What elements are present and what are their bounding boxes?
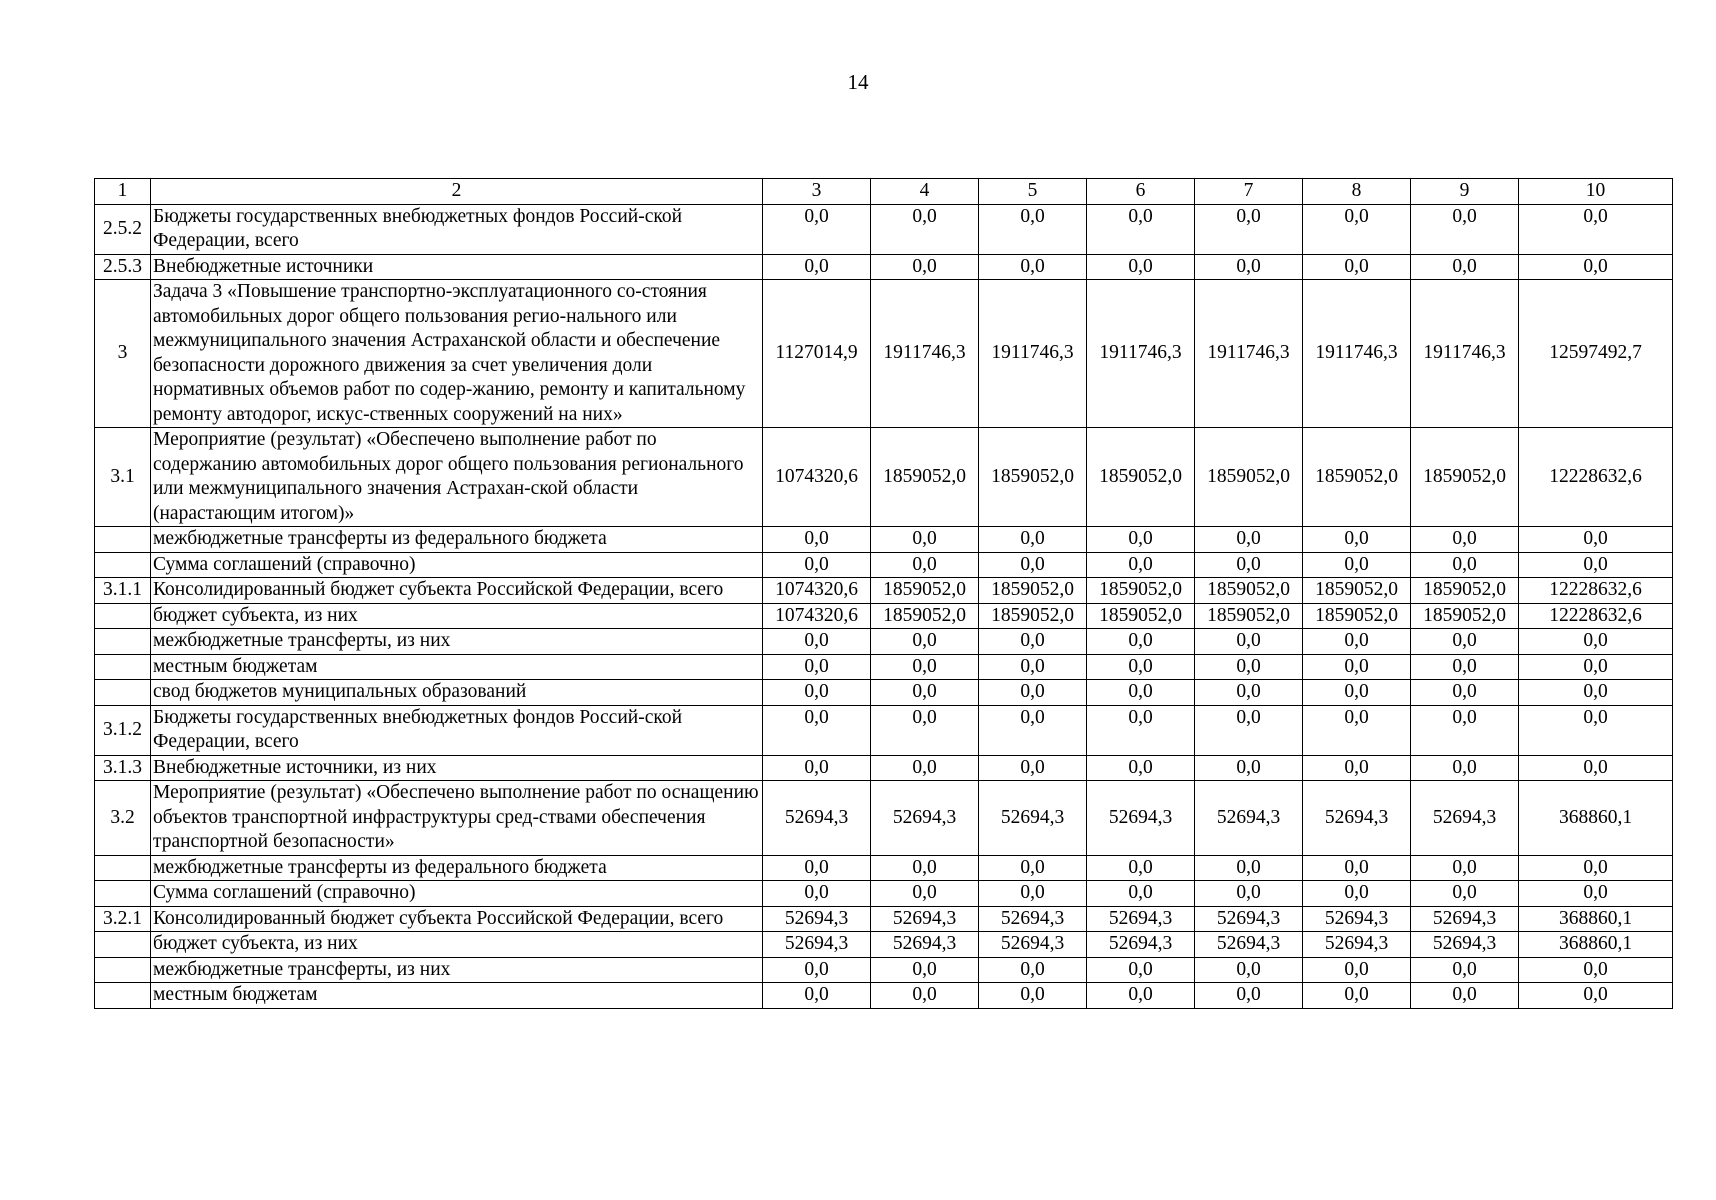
value-cell: 1127014,9 [763, 280, 871, 428]
row-description: бюджет субъекта, из них [151, 932, 763, 958]
value-cell: 0,0 [1411, 204, 1519, 254]
row-description: межбюджетные трансферты из федерального бюджета [151, 855, 763, 881]
value-cell: 52694,3 [1087, 906, 1195, 932]
header-cell: 4 [871, 179, 979, 205]
value-cell: 0,0 [763, 755, 871, 781]
table-row [95, 629, 1673, 655]
row-code: 2.5.2 [95, 204, 151, 254]
row-code [95, 881, 151, 907]
table-row [95, 957, 1673, 983]
value-cell: 0,0 [1195, 680, 1303, 706]
value-cell: 1859052,0 [871, 603, 979, 629]
value-cell: 0,0 [1303, 204, 1411, 254]
value-cell: 0,0 [871, 629, 979, 655]
table-row [95, 983, 1673, 1009]
value-cell: 52694,3 [871, 906, 979, 932]
value-cell: 0,0 [1519, 552, 1673, 578]
value-cell: 1911746,3 [979, 280, 1087, 428]
table-row [95, 932, 1673, 958]
value-cell: 52694,3 [1411, 906, 1519, 932]
header-cell: 9 [1411, 179, 1519, 205]
value-cell: 0,0 [871, 204, 979, 254]
value-cell: 1859052,0 [871, 428, 979, 527]
value-cell: 0,0 [1087, 983, 1195, 1009]
value-cell: 52694,3 [1303, 906, 1411, 932]
value-cell: 0,0 [1411, 983, 1519, 1009]
value-cell: 0,0 [1087, 680, 1195, 706]
value-cell: 0,0 [1519, 957, 1673, 983]
value-cell: 0,0 [1303, 983, 1411, 1009]
row-code [95, 603, 151, 629]
table-row [95, 603, 1673, 629]
value-cell: 0,0 [1411, 957, 1519, 983]
value-cell: 12228632,6 [1519, 578, 1673, 604]
value-cell: 0,0 [1303, 855, 1411, 881]
value-cell: 0,0 [1303, 755, 1411, 781]
row-code: 3.1.3 [95, 755, 151, 781]
value-cell: 0,0 [763, 957, 871, 983]
row-code [95, 654, 151, 680]
row-code: 3.2 [95, 781, 151, 856]
value-cell: 0,0 [1411, 527, 1519, 553]
value-cell: 0,0 [1519, 254, 1673, 280]
value-cell: 0,0 [1087, 254, 1195, 280]
value-cell: 1859052,0 [979, 603, 1087, 629]
row-code [95, 957, 151, 983]
value-cell: 1074320,6 [763, 578, 871, 604]
value-cell: 0,0 [763, 254, 871, 280]
value-cell: 0,0 [1195, 204, 1303, 254]
value-cell: 0,0 [979, 705, 1087, 755]
value-cell: 52694,3 [1087, 781, 1195, 856]
value-cell: 0,0 [871, 855, 979, 881]
value-cell: 0,0 [871, 254, 979, 280]
table-row [95, 428, 1673, 527]
row-code: 3 [95, 280, 151, 428]
value-cell: 0,0 [1519, 983, 1673, 1009]
value-cell: 0,0 [1303, 680, 1411, 706]
value-cell: 0,0 [871, 957, 979, 983]
value-cell: 0,0 [763, 552, 871, 578]
value-cell: 52694,3 [979, 906, 1087, 932]
row-description: Консолидированный бюджет субъекта Российской Федерации, всего [151, 906, 763, 932]
header-cell: 10 [1519, 179, 1673, 205]
value-cell: 0,0 [1195, 705, 1303, 755]
header-cell: 5 [979, 179, 1087, 205]
value-cell: 1859052,0 [1303, 428, 1411, 527]
page-number: 14 [847, 70, 869, 94]
value-cell: 0,0 [1087, 881, 1195, 907]
value-cell: 0,0 [1087, 957, 1195, 983]
value-cell: 0,0 [1087, 855, 1195, 881]
row-description: Внебюджетные источники [151, 254, 763, 280]
row-description: бюджет субъекта, из них [151, 603, 763, 629]
row-code [95, 552, 151, 578]
row-description: Мероприятие (результат) «Обеспечено выполнение работ по содержанию автомобильных дорог общего пользования регионального или межмуниципального значения Астрахан-ской области (нарастающим итогом)» [151, 428, 763, 527]
value-cell: 0,0 [1303, 552, 1411, 578]
value-cell: 0,0 [871, 705, 979, 755]
value-cell: 0,0 [763, 983, 871, 1009]
value-cell: 0,0 [871, 881, 979, 907]
value-cell: 0,0 [1195, 755, 1303, 781]
header-cell: 3 [763, 179, 871, 205]
table-row [95, 906, 1673, 932]
value-cell: 52694,3 [979, 932, 1087, 958]
value-cell: 0,0 [1195, 254, 1303, 280]
row-code [95, 527, 151, 553]
row-code: 3.2.1 [95, 906, 151, 932]
value-cell: 0,0 [763, 204, 871, 254]
value-cell: 0,0 [1303, 881, 1411, 907]
value-cell: 0,0 [871, 552, 979, 578]
value-cell: 52694,3 [763, 932, 871, 958]
value-cell: 52694,3 [763, 906, 871, 932]
table-row [95, 552, 1673, 578]
value-cell: 0,0 [979, 254, 1087, 280]
value-cell: 0,0 [1087, 755, 1195, 781]
value-cell: 0,0 [1303, 527, 1411, 553]
header-cell: 2 [151, 179, 763, 205]
value-cell: 0,0 [1411, 629, 1519, 655]
value-cell: 0,0 [1195, 629, 1303, 655]
value-cell: 0,0 [1303, 629, 1411, 655]
value-cell: 0,0 [1411, 654, 1519, 680]
value-cell: 0,0 [1411, 552, 1519, 578]
value-cell: 0,0 [1519, 881, 1673, 907]
row-code [95, 983, 151, 1009]
value-cell: 0,0 [1411, 855, 1519, 881]
value-cell: 0,0 [979, 204, 1087, 254]
value-cell: 0,0 [1519, 680, 1673, 706]
row-code: 2.5.3 [95, 254, 151, 280]
value-cell: 0,0 [979, 552, 1087, 578]
budget-table [94, 178, 1673, 1009]
value-cell: 0,0 [1087, 204, 1195, 254]
value-cell: 1911746,3 [1411, 280, 1519, 428]
value-cell: 0,0 [979, 527, 1087, 553]
row-description: Мероприятие (результат) «Обеспечено выполнение работ по оснащению объектов транспортной инфраструктуры сред-ствами обеспечения транспортной безопасности» [151, 781, 763, 856]
row-description: Бюджеты государственных внебюджетных фондов Россий-ской Федерации, всего [151, 204, 763, 254]
table-row [95, 705, 1673, 755]
value-cell: 52694,3 [1195, 906, 1303, 932]
value-cell: 52694,3 [871, 781, 979, 856]
row-code: 3.1.1 [95, 578, 151, 604]
value-cell: 52694,3 [763, 781, 871, 856]
row-description: местным бюджетам [151, 654, 763, 680]
value-cell: 0,0 [1411, 755, 1519, 781]
value-cell: 1074320,6 [763, 603, 871, 629]
value-cell: 12228632,6 [1519, 603, 1673, 629]
value-cell: 0,0 [979, 629, 1087, 655]
table-row [95, 280, 1673, 428]
value-cell: 0,0 [979, 654, 1087, 680]
value-cell: 1859052,0 [1303, 578, 1411, 604]
table-row [95, 881, 1673, 907]
value-cell: 1859052,0 [1195, 578, 1303, 604]
value-cell: 0,0 [1303, 254, 1411, 280]
row-description: местным бюджетам [151, 983, 763, 1009]
row-description: межбюджетные трансферты из федерального бюджета [151, 527, 763, 553]
value-cell: 0,0 [1519, 654, 1673, 680]
table-header-row [95, 179, 1673, 205]
value-cell: 52694,3 [1411, 932, 1519, 958]
row-code: 3.1.2 [95, 705, 151, 755]
value-cell: 0,0 [1303, 654, 1411, 680]
header-cell: 1 [95, 179, 151, 205]
row-description: Задача 3 «Повышение транспортно-эксплуатационного со-стояния автомобильных дорог общего пользования регио-нального или межмуниципального значения Астраханской области и обеспечение безопасности дорожного движения за счет увеличения доли нормативных объемов работ по содер-жанию, ремонту и капитальному ремонту автодорог, искус-ственных сооружений на них» [151, 280, 763, 428]
value-cell: 368860,1 [1519, 932, 1673, 958]
value-cell: 0,0 [763, 654, 871, 680]
row-description: Бюджеты государственных внебюджетных фондов Россий-ской Федерации, всего [151, 705, 763, 755]
value-cell: 1859052,0 [1411, 603, 1519, 629]
row-description: Сумма соглашений (справочно) [151, 881, 763, 907]
value-cell: 0,0 [1519, 204, 1673, 254]
value-cell: 0,0 [763, 680, 871, 706]
row-code [95, 629, 151, 655]
value-cell: 0,0 [871, 527, 979, 553]
value-cell: 0,0 [1411, 254, 1519, 280]
table-row [95, 204, 1673, 254]
value-cell: 1859052,0 [979, 578, 1087, 604]
value-cell: 52694,3 [1303, 932, 1411, 958]
value-cell: 1911746,3 [1195, 280, 1303, 428]
row-code [95, 855, 151, 881]
value-cell: 1859052,0 [871, 578, 979, 604]
value-cell: 0,0 [871, 680, 979, 706]
value-cell: 0,0 [1519, 629, 1673, 655]
value-cell: 0,0 [1087, 654, 1195, 680]
value-cell: 0,0 [1303, 957, 1411, 983]
value-cell: 52694,3 [979, 781, 1087, 856]
table-row [95, 578, 1673, 604]
value-cell: 1859052,0 [1195, 428, 1303, 527]
value-cell: 368860,1 [1519, 906, 1673, 932]
table-row [95, 527, 1673, 553]
value-cell: 0,0 [1519, 705, 1673, 755]
value-cell: 1859052,0 [979, 428, 1087, 527]
row-description: Консолидированный бюджет субъекта Российской Федерации, всего [151, 578, 763, 604]
row-code [95, 932, 151, 958]
value-cell: 0,0 [1411, 680, 1519, 706]
value-cell: 52694,3 [1087, 932, 1195, 958]
table-row [95, 781, 1673, 856]
value-cell: 0,0 [1195, 654, 1303, 680]
value-cell: 0,0 [1411, 705, 1519, 755]
value-cell: 0,0 [1087, 552, 1195, 578]
value-cell: 0,0 [1195, 957, 1303, 983]
value-cell: 12597492,7 [1519, 280, 1673, 428]
value-cell: 0,0 [979, 881, 1087, 907]
value-cell: 12228632,6 [1519, 428, 1673, 527]
value-cell: 0,0 [763, 705, 871, 755]
value-cell: 0,0 [979, 957, 1087, 983]
value-cell: 1859052,0 [1411, 428, 1519, 527]
value-cell: 1859052,0 [1195, 603, 1303, 629]
value-cell: 1911746,3 [1303, 280, 1411, 428]
row-code [95, 680, 151, 706]
value-cell: 0,0 [1087, 629, 1195, 655]
row-description: свод бюджетов муниципальных образований [151, 680, 763, 706]
value-cell: 0,0 [1519, 755, 1673, 781]
table-row [95, 680, 1673, 706]
value-cell: 0,0 [763, 629, 871, 655]
value-cell: 1911746,3 [871, 280, 979, 428]
value-cell: 0,0 [871, 983, 979, 1009]
value-cell: 0,0 [871, 755, 979, 781]
value-cell: 52694,3 [871, 932, 979, 958]
table-row [95, 855, 1673, 881]
value-cell: 0,0 [979, 755, 1087, 781]
value-cell: 0,0 [1087, 705, 1195, 755]
table-row [95, 654, 1673, 680]
header-cell: 7 [1195, 179, 1303, 205]
value-cell: 0,0 [763, 527, 871, 553]
value-cell: 0,0 [1195, 855, 1303, 881]
value-cell: 368860,1 [1519, 781, 1673, 856]
value-cell: 0,0 [763, 881, 871, 907]
value-cell: 0,0 [1087, 527, 1195, 553]
table-row [95, 254, 1673, 280]
row-description: межбюджетные трансферты, из них [151, 629, 763, 655]
value-cell: 1074320,6 [763, 428, 871, 527]
value-cell: 1859052,0 [1411, 578, 1519, 604]
value-cell: 0,0 [1195, 552, 1303, 578]
value-cell: 0,0 [1195, 527, 1303, 553]
value-cell: 0,0 [979, 680, 1087, 706]
value-cell: 0,0 [979, 855, 1087, 881]
value-cell: 0,0 [871, 654, 979, 680]
value-cell: 52694,3 [1303, 781, 1411, 856]
value-cell: 52694,3 [1195, 932, 1303, 958]
header-cell: 8 [1303, 179, 1411, 205]
value-cell: 1859052,0 [1087, 428, 1195, 527]
value-cell: 0,0 [1519, 855, 1673, 881]
value-cell: 52694,3 [1195, 781, 1303, 856]
value-cell: 0,0 [763, 855, 871, 881]
row-code: 3.1 [95, 428, 151, 527]
table-row [95, 755, 1673, 781]
value-cell: 1859052,0 [1303, 603, 1411, 629]
value-cell: 1911746,3 [1087, 280, 1195, 428]
row-description: межбюджетные трансферты, из них [151, 957, 763, 983]
value-cell: 0,0 [1411, 881, 1519, 907]
row-description: Сумма соглашений (справочно) [151, 552, 763, 578]
value-cell: 0,0 [1303, 705, 1411, 755]
value-cell: 0,0 [979, 983, 1087, 1009]
header-cell: 6 [1087, 179, 1195, 205]
table-body [95, 179, 1673, 1009]
value-cell: 0,0 [1195, 881, 1303, 907]
value-cell: 52694,3 [1411, 781, 1519, 856]
row-description: Внебюджетные источники, из них [151, 755, 763, 781]
value-cell: 0,0 [1519, 527, 1673, 553]
value-cell: 1859052,0 [1087, 603, 1195, 629]
value-cell: 0,0 [1195, 983, 1303, 1009]
value-cell: 1859052,0 [1087, 578, 1195, 604]
